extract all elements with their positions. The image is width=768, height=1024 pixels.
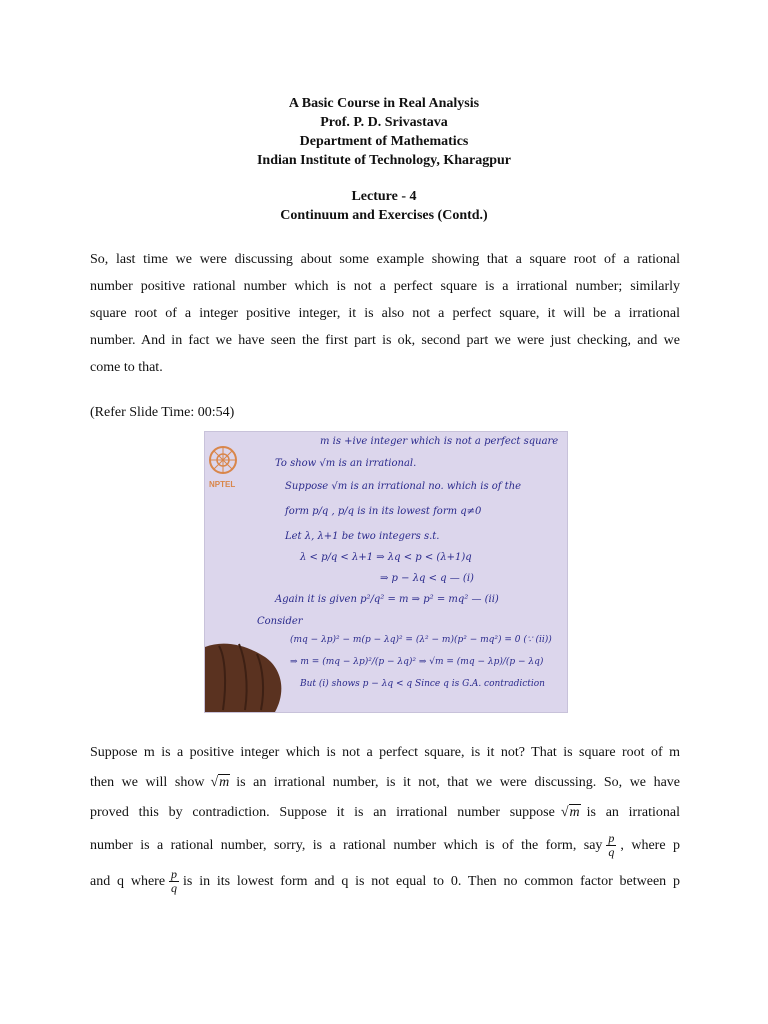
slide-handwriting-line: Suppose √m is an irrational no. which is of the	[285, 481, 522, 492]
text-line: Suppose m is a positive integer which is not a perfect square, is it not? That is square root of m	[90, 745, 680, 760]
text-line: square root of a integer positive integer, it is also not a perfect square, it will be a irrational	[90, 306, 680, 321]
fraction-p-over-q: $\frac{p}{q}$	[608, 831, 615, 860]
text-line: number positive rational number which is not a perfect square is a irrational number; similarly	[90, 279, 680, 294]
intro-paragraph	[90, 246, 680, 381]
lecture-subtitle: Continuum and Exercises (Contd.)	[280, 208, 488, 223]
text-line: So, last time we were discussing about some example showing that a square root of a rational	[90, 252, 680, 267]
text-line: proved this by contradiction. Suppose it is an irrational number suppose √m is an irrational	[90, 798, 680, 828]
text-line: number. And in fact we have seen the first part is ok, second part we were just checking, and we	[90, 333, 680, 348]
slide-canvas	[205, 432, 567, 712]
slide-handwriting-line: ⇒ m = (mq − λp)²/(p − λq)² ⇒ √m = (mq − λp)/(p − λq)	[290, 657, 544, 667]
refer-slide-time: (Refer Slide Time: 00:54)	[90, 405, 235, 420]
slide-handwriting-line: Again it is given p²/q² = m ⇒ p² = mq² — (ii)	[275, 594, 499, 605]
slide-handwriting-line: To show √m is an irrational.	[275, 458, 417, 469]
lecture-number: Lecture - 4	[351, 189, 417, 204]
slide-handwriting-line: But (i) shows p − λq < q Since q is G.A. contradiction	[300, 679, 545, 689]
slide-handwriting-line: Consider	[257, 616, 303, 627]
explanation-paragraph	[90, 738, 680, 900]
slide-handwriting-line: m is +ive integer which is not a perfect square	[320, 436, 559, 447]
slide-handwriting-line: ⇒ p − λq < q — (i)	[380, 573, 474, 584]
document-header	[0, 94, 768, 225]
professor-name: Prof. P. D. Srivastava	[320, 115, 448, 130]
lecture-slide-image	[204, 431, 568, 713]
fraction-p-over-q: $\frac{p}{q}$	[171, 867, 178, 896]
text-line: and q where $\frac{p}{q}$ is in its lowest form and q is not equal to 0. Then no common factor between p	[90, 867, 680, 896]
text-line: number is a rational number, sorry, is a rational number which is of the form, say $\frac{p}{q}$ , where p	[90, 831, 680, 860]
text-line: come to that.	[90, 360, 163, 375]
slide-handwriting-line: (mq − λp)² − m(p − λq)² = (λ² − m)(p² − mq²) = 0 (∵ (ii))	[290, 635, 552, 645]
institute-name: Indian Institute of Technology, Kharagpur	[256, 153, 511, 168]
department-name: Department of Mathematics	[299, 134, 469, 149]
slide-handwriting-line: λ < p/q < λ+1 ⇒ λq < p < (λ+1)q	[300, 552, 472, 563]
svg-text:NPTEL: NPTEL	[209, 480, 236, 489]
slide-handwriting-line: form p/q , p/q is in its lowest form q≠0	[285, 506, 482, 517]
sqrt-m-symbol: √m	[560, 805, 580, 820]
slide-handwriting-line: Let λ, λ+1 be two integers s.t.	[285, 531, 440, 542]
text-line: then we will show √m is an irrational number, is it not, that we were discussing. So, we have	[90, 768, 680, 798]
course-title: A Basic Course in Real Analysis	[288, 96, 480, 111]
sqrt-m-symbol: √m	[210, 775, 230, 790]
